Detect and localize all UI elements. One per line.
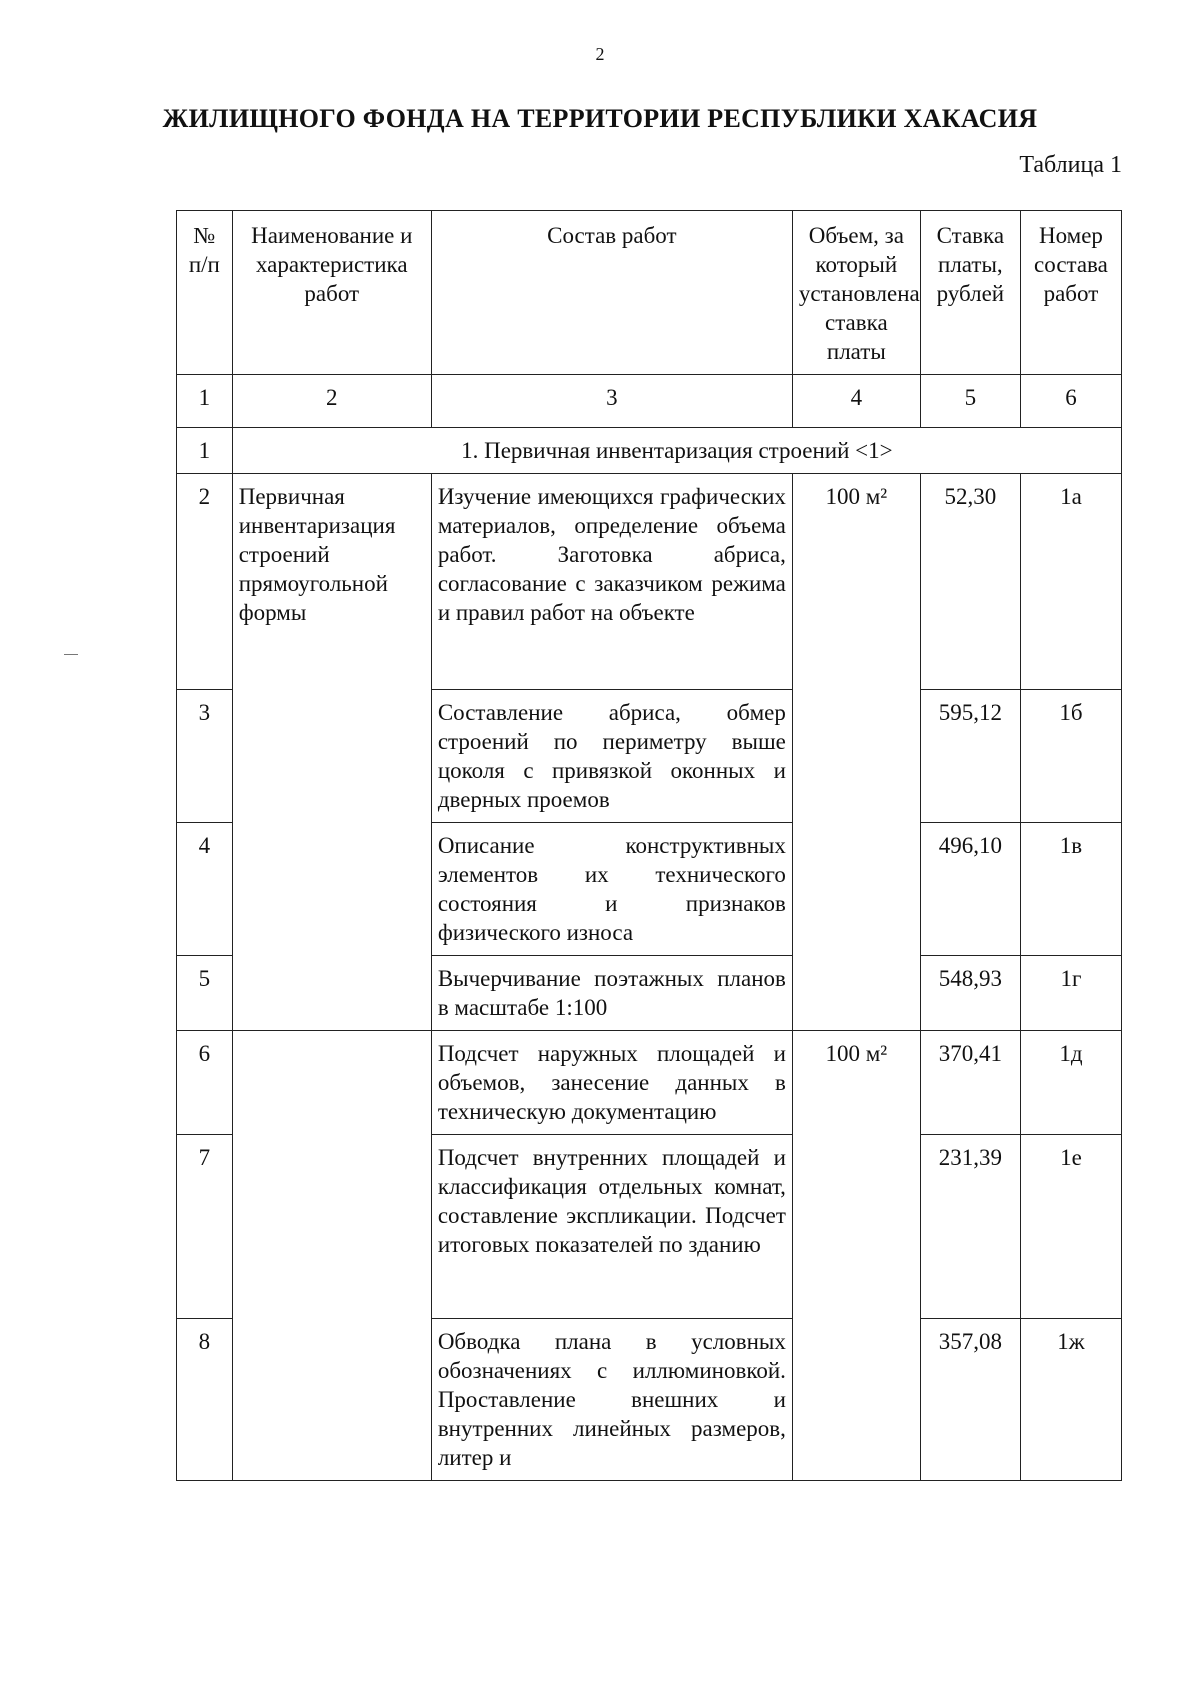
rates-table bbox=[176, 210, 1122, 1481]
work-composition-cell: Описание конструктивных элементов их технического состояния и признаков физического износа bbox=[431, 823, 792, 956]
column-number: 1 bbox=[177, 375, 233, 428]
table-row bbox=[177, 474, 1122, 690]
document-heading: ЖИЛИЩНОГО ФОНДА НА ТЕРРИТОРИИ РЕСПУБЛИКИ ХАКАСИЯ bbox=[162, 104, 1038, 133]
work-name-cell bbox=[232, 1031, 431, 1481]
work-code-cell: 1в bbox=[1020, 823, 1121, 956]
volume-cell: 100 м² bbox=[792, 1031, 920, 1481]
header-name: Наименование и характеристика работ bbox=[232, 211, 431, 375]
table-header-row bbox=[177, 211, 1122, 375]
work-code-cell: 1д bbox=[1020, 1031, 1121, 1135]
row-number: 2 bbox=[177, 474, 233, 690]
work-composition-cell: Подсчет наружных площадей и объемов, занесение данных в техническую документацию bbox=[431, 1031, 792, 1135]
row-number: 8 bbox=[177, 1319, 233, 1481]
header-code: Номер состава работ bbox=[1020, 211, 1121, 375]
header-composition: Состав работ bbox=[431, 211, 792, 375]
row-number: 1 bbox=[177, 428, 233, 474]
page-number: 2 bbox=[595, 44, 605, 64]
rate-cell: 231,39 bbox=[920, 1135, 1020, 1319]
section-row bbox=[177, 428, 1122, 474]
rate-cell: 52,30 bbox=[920, 474, 1020, 690]
work-composition-cell: Обводка плана в условных обозначениях с иллюминовкой. Проставление внешних и внутренних линейных размеров, литер и bbox=[431, 1319, 792, 1481]
rate-cell: 357,08 bbox=[920, 1319, 1020, 1481]
column-number: 5 bbox=[920, 375, 1020, 428]
scan-artifact-mark bbox=[64, 654, 78, 655]
work-composition-cell: Составление абриса, обмер строений по периметру выше цоколя с привязкой оконных и дверных проемов bbox=[431, 690, 792, 823]
work-composition-cell: Подсчет внутренних площадей и классификация отдельных комнат, составление экспликации. Подсчет итоговых показателей по зданию bbox=[431, 1135, 792, 1319]
work-composition-cell: Вычерчивание поэтажных планов в масштабе 1:100 bbox=[431, 956, 792, 1031]
column-number: 3 bbox=[431, 375, 792, 428]
column-number: 4 bbox=[792, 375, 920, 428]
work-code-cell: 1б bbox=[1020, 690, 1121, 823]
rate-cell: 370,41 bbox=[920, 1031, 1020, 1135]
row-number: 5 bbox=[177, 956, 233, 1031]
column-number-row bbox=[177, 375, 1122, 428]
rate-cell: 548,93 bbox=[920, 956, 1020, 1031]
section-title: 1. Первичная инвентаризация строений <1> bbox=[232, 428, 1121, 474]
column-number: 6 bbox=[1020, 375, 1121, 428]
column-number: 2 bbox=[232, 375, 431, 428]
work-code-cell: 1ж bbox=[1020, 1319, 1121, 1481]
rate-cell: 595,12 bbox=[920, 690, 1020, 823]
work-code-cell: 1а bbox=[1020, 474, 1121, 690]
header-rate: Ставка платы, рублей bbox=[920, 211, 1020, 375]
row-number: 6 bbox=[177, 1031, 233, 1135]
row-number: 3 bbox=[177, 690, 233, 823]
row-number: 7 bbox=[177, 1135, 233, 1319]
header-num: № п/п bbox=[177, 211, 233, 375]
work-code-cell: 1е bbox=[1020, 1135, 1121, 1319]
table-row bbox=[177, 1031, 1122, 1135]
work-composition-cell: Изучение имеющихся графических материалов, определение объема работ. Заготовка абриса, согласование с заказчиком режима и правил работ на объекте bbox=[431, 474, 792, 690]
row-number: 4 bbox=[177, 823, 233, 956]
work-name-cell: Первичная инвентаризация строений прямоугольной формы bbox=[232, 474, 431, 1031]
work-code-cell: 1г bbox=[1020, 956, 1121, 1031]
rate-cell: 496,10 bbox=[920, 823, 1020, 956]
header-volume: Объем, за который установлена ставка платы bbox=[792, 211, 920, 375]
table-caption: Таблица 1 bbox=[1019, 152, 1122, 178]
volume-cell: 100 м² bbox=[792, 474, 920, 1031]
